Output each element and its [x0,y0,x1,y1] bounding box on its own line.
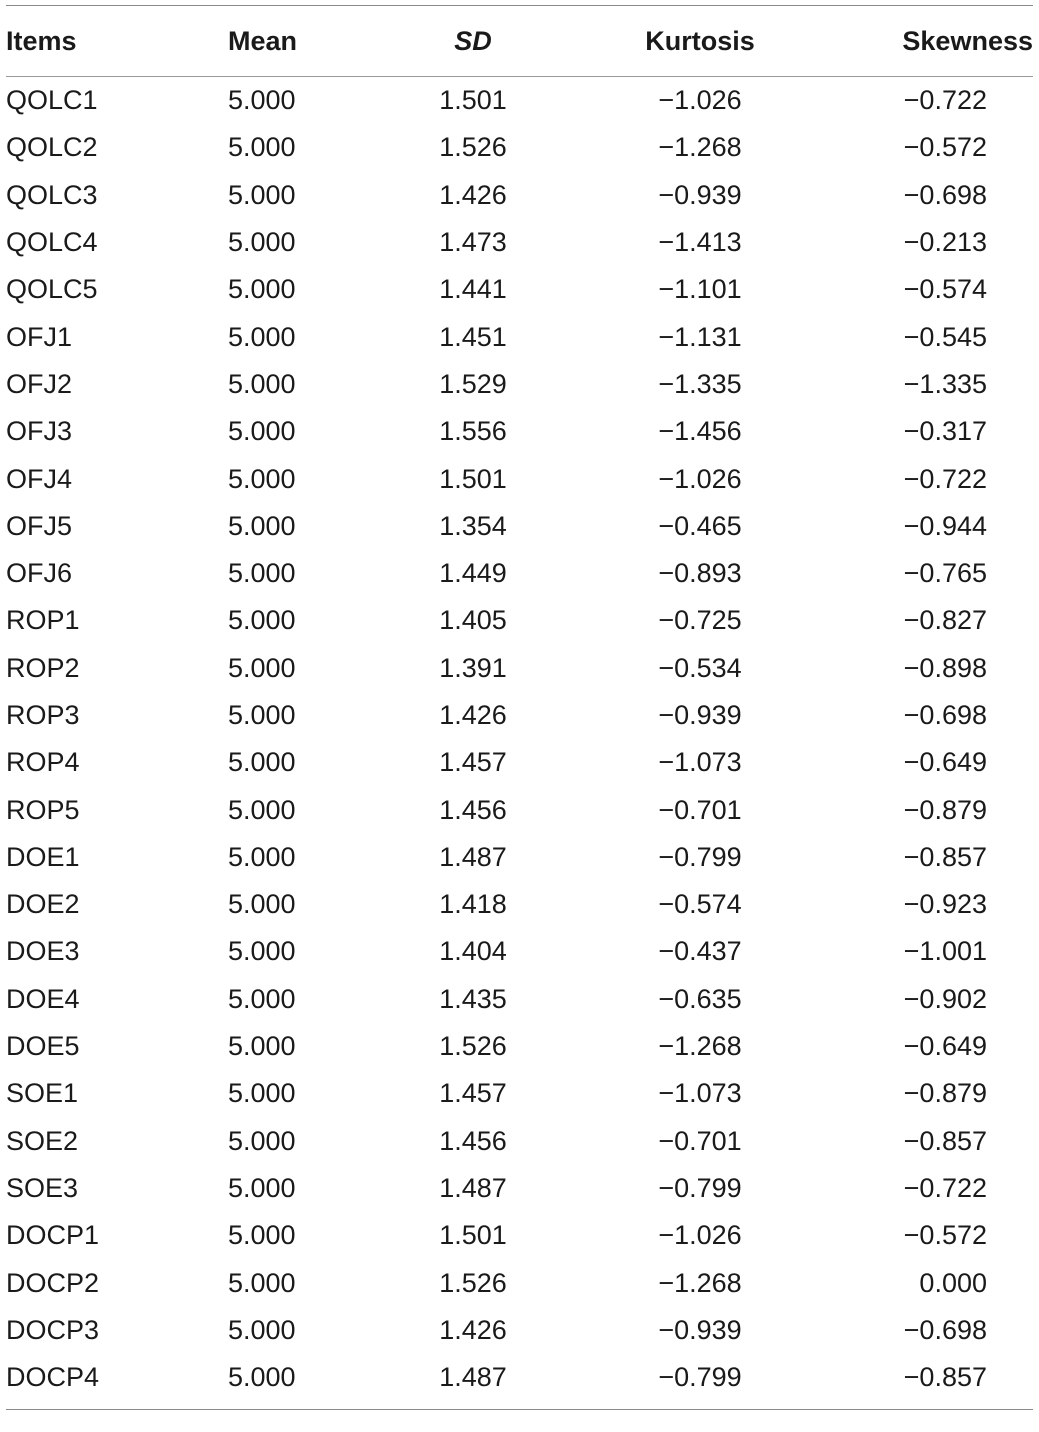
cell-mean: 5.000 [228,889,296,920]
cell-mean: 5.000 [228,368,296,399]
table-row [6,1307,1033,1354]
cell-kurtosis: −1.456 [658,416,742,447]
cell-mean: 5.000 [228,605,296,636]
cell-item: QOLC4 [6,227,98,258]
cell-mean: 5.000 [228,463,296,494]
table-row [6,1354,1033,1401]
cell-sd: 1.391 [439,652,507,683]
cell-kurtosis: −0.939 [658,179,742,210]
table-row [6,881,1033,928]
cell-mean: 5.000 [228,794,296,825]
cell-kurtosis: −1.101 [658,274,742,305]
cell-sd: 1.487 [439,1362,507,1393]
cell-mean: 5.000 [228,841,296,872]
cell-sd: 1.526 [439,132,507,163]
table-header [6,6,1033,76]
cell-mean: 5.000 [228,1220,296,1251]
cell-sd: 1.418 [439,889,507,920]
cell-mean: 5.000 [228,132,296,163]
cell-item: QOLC3 [6,179,98,210]
header-kurtosis: Kurtosis [645,25,755,56]
cell-skewness: −0.827 [903,605,987,636]
cell-mean: 5.000 [228,274,296,305]
cell-skewness: −1.335 [903,368,987,399]
cell-mean: 5.000 [228,1267,296,1298]
cell-mean: 5.000 [228,558,296,589]
cell-kurtosis: −0.799 [658,1172,742,1203]
descriptive-statistics-table [6,6,1033,76]
cell-mean: 5.000 [228,1125,296,1156]
table-row [6,976,1033,1023]
cell-mean: 5.000 [228,1078,296,1109]
cell-skewness: −0.722 [903,463,987,494]
cell-mean: 5.000 [228,1172,296,1203]
cell-skewness: −0.857 [903,841,987,872]
table-row [6,739,1033,786]
cell-sd: 1.473 [439,227,507,258]
cell-sd: 1.501 [439,463,507,494]
cell-item: SOE1 [6,1078,79,1109]
table-row [6,1070,1033,1117]
cell-item: ROP4 [6,747,80,778]
cell-item: OFJ1 [6,321,73,352]
table-row [6,834,1033,881]
cell-skewness: −0.572 [903,1220,987,1251]
cell-skewness: −0.574 [903,274,987,305]
table-row [6,124,1033,171]
cell-item: DOCP4 [6,1362,100,1393]
cell-item: DOCP3 [6,1314,100,1345]
cell-mean: 5.000 [228,983,296,1014]
table-row [6,928,1033,975]
table-row [6,408,1033,455]
cell-mean: 5.000 [228,1031,296,1062]
cell-mean: 5.000 [228,652,296,683]
descriptive-statistics-table-container [6,5,1033,1410]
cell-skewness: −0.698 [903,1314,987,1345]
cell-skewness: −0.923 [903,889,987,920]
cell-item: QOLC1 [6,85,98,116]
header-sd: SD [454,25,492,56]
cell-item: ROP1 [6,605,80,636]
cell-skewness: −0.944 [903,510,987,541]
header-mean: Mean [228,25,298,56]
cell-kurtosis: −0.465 [658,510,742,541]
table-row [6,645,1033,692]
table-row [6,550,1033,597]
cell-kurtosis: −1.268 [658,1031,742,1062]
cell-item: DOE5 [6,1031,80,1062]
table-bottom-rule [6,1409,1033,1410]
cell-kurtosis: −1.335 [658,368,742,399]
cell-skewness: −0.698 [903,179,987,210]
cell-mean: 5.000 [228,1362,296,1393]
table-row [6,77,1033,124]
cell-sd: 1.456 [439,1125,507,1156]
cell-kurtosis: −0.635 [658,983,742,1014]
cell-kurtosis: −1.026 [658,85,742,116]
cell-kurtosis: −1.131 [658,321,742,352]
cell-item: OFJ4 [6,463,73,494]
cell-sd: 1.426 [439,1314,507,1345]
cell-kurtosis: −1.026 [658,1220,742,1251]
cell-mean: 5.000 [228,85,296,116]
cell-sd: 1.501 [439,1220,507,1251]
cell-item: ROP3 [6,700,80,730]
cell-sd: 1.526 [439,1267,507,1298]
table-row [6,597,1033,644]
cell-item: DOE3 [6,936,80,967]
table-row [6,1165,1033,1212]
cell-skewness: −0.722 [903,85,987,116]
cell-sd: 1.354 [439,510,507,541]
cell-mean: 5.000 [228,179,296,210]
cell-kurtosis: −1.073 [658,1078,742,1109]
cell-item: OFJ2 [6,368,73,399]
descriptive-statistics-body [6,77,1033,1401]
cell-item: QOLC2 [6,132,98,163]
cell-item: QOLC5 [6,274,98,305]
cell-item: DOE1 [6,841,80,872]
table-row [6,503,1033,550]
cell-item: ROP2 [6,652,80,683]
cell-sd: 1.451 [439,321,507,352]
cell-item: OFJ5 [6,510,73,541]
cell-skewness: −0.545 [903,321,987,352]
cell-sd: 1.526 [439,1031,507,1062]
table-row [6,1118,1033,1165]
cell-item: SOE3 [6,1172,79,1203]
cell-kurtosis: −0.725 [658,605,742,636]
cell-sd: 1.487 [439,1172,507,1203]
cell-kurtosis: −0.893 [658,558,742,589]
cell-kurtosis: −1.268 [658,132,742,163]
cell-sd: 1.405 [439,605,507,636]
cell-mean: 5.000 [228,1314,296,1345]
cell-mean: 5.000 [228,416,296,447]
cell-sd: 1.556 [439,416,507,447]
table-row [6,692,1033,739]
cell-skewness: −0.857 [903,1125,987,1156]
cell-sd: 1.404 [439,936,507,967]
cell-skewness: −0.722 [903,1172,987,1203]
table-row [6,786,1033,833]
cell-kurtosis: −0.799 [658,1362,742,1393]
cell-kurtosis: −0.799 [658,841,742,872]
cell-kurtosis: −0.701 [658,1125,742,1156]
cell-sd: 1.501 [439,85,507,116]
header-items: Items [6,25,77,56]
cell-mean: 5.000 [228,227,296,258]
cell-skewness: 0.000 [919,1267,987,1298]
cell-sd: 1.426 [439,179,507,210]
cell-mean: 5.000 [228,510,296,541]
cell-skewness: −0.317 [903,416,987,447]
cell-sd: 1.457 [439,1078,507,1109]
cell-sd: 1.457 [439,747,507,778]
cell-skewness: −0.698 [903,700,987,730]
cell-skewness: −0.857 [903,1362,987,1393]
cell-skewness: −0.902 [903,983,987,1014]
cell-skewness: −0.898 [903,652,987,683]
table-row [6,219,1033,266]
cell-skewness: −0.879 [903,1078,987,1109]
cell-kurtosis: −0.574 [658,889,742,920]
cell-item: DOCP1 [6,1220,100,1251]
cell-item: ROP5 [6,794,80,825]
cell-kurtosis: −0.939 [658,700,742,730]
cell-sd: 1.529 [439,368,507,399]
cell-item: DOE2 [6,889,80,920]
cell-sd: 1.441 [439,274,507,305]
cell-sd: 1.435 [439,983,507,1014]
cell-item: DOCP2 [6,1267,100,1298]
cell-item: DOE4 [6,983,80,1014]
table-body [6,77,1033,1401]
cell-kurtosis: −1.026 [658,463,742,494]
cell-skewness: −0.649 [903,1031,987,1062]
cell-sd: 1.487 [439,841,507,872]
cell-kurtosis: −0.939 [658,1314,742,1345]
header-row [6,6,1033,76]
cell-skewness: −0.649 [903,747,987,778]
cell-kurtosis: −0.534 [658,652,742,683]
cell-kurtosis: −1.268 [658,1267,742,1298]
cell-item: OFJ3 [6,416,73,447]
cell-item: OFJ6 [6,558,73,589]
header-skewness: Skewness [902,25,1033,56]
cell-skewness: −1.001 [903,936,987,967]
cell-skewness: −0.572 [903,132,987,163]
cell-skewness: −0.765 [903,558,987,589]
table-row [6,313,1033,360]
cell-sd: 1.456 [439,794,507,825]
cell-kurtosis: −0.701 [658,794,742,825]
table-row [6,1023,1033,1070]
cell-mean: 5.000 [228,321,296,352]
cell-kurtosis: −1.073 [658,747,742,778]
cell-mean: 5.000 [228,747,296,778]
cell-kurtosis: −0.437 [658,936,742,967]
cell-item: SOE2 [6,1125,79,1156]
cell-sd: 1.449 [439,558,507,589]
cell-mean: 5.000 [228,936,296,967]
cell-sd: 1.426 [439,700,507,730]
table-row [6,266,1033,313]
cell-mean: 5.000 [228,700,296,730]
table-row [6,455,1033,502]
cell-skewness: −0.879 [903,794,987,825]
table-row [6,172,1033,219]
table-row [6,1212,1033,1259]
table-row [6,1259,1033,1306]
cell-kurtosis: −1.413 [658,227,742,258]
table-row [6,361,1033,408]
cell-skewness: −0.213 [903,227,987,258]
